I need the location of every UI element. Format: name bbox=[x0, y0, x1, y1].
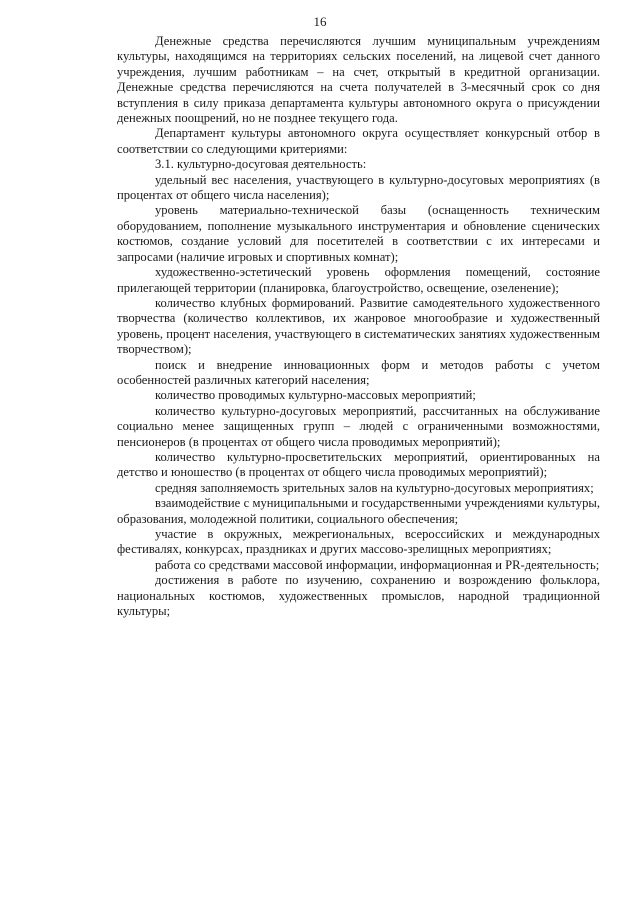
paragraph-payment-terms: Денежные средства перечисляются лучшим муниципальным учреждениям культуры, находящимся на территориях сельских поселений, на лицевой счет данного учреждения, лучшим работникам – на счет, открытый в кредитной организации. Денежные средства перечисляются на счета получателей в 3-месячный срок со дня вступления в силу приказа департамента культуры автономного округа о присуждении денежных поощрений, но не позднее текущего года. bbox=[117, 34, 600, 126]
criterion-vulnerable-groups-events: количество культурно-досуговых мероприятий, рассчитанных на обслуживание социально менее защищенных групп – людей с ограниченными возможностями, пенсионеров (в процентах от общего числа проводимых мероприятий); bbox=[117, 403, 600, 449]
criterion-festival-participation: участие в окружных, межрегиональных, всероссийских и международных фестивалях, конкурсах, праздниках и других массово-зрелищных мероприятиях; bbox=[117, 527, 600, 557]
page-number: 16 bbox=[313, 14, 327, 29]
document-body bbox=[117, 34, 600, 619]
criterion-media-work: работа со средствами массовой информации, информационная и PR-деятельность; bbox=[155, 557, 600, 572]
criterion-hall-occupancy: средняя заполняемость зрительных залов на культурно-досуговых мероприятиях; bbox=[155, 480, 594, 495]
criterion-youth-events: количество культурно-просветительских мероприятий, ориентированных на детство и юношество (в процентах от общего числа проводимых мероприятий); bbox=[117, 449, 600, 480]
section-heading-3-1: 3.1. культурно-досуговая деятельность: bbox=[155, 157, 367, 172]
criterion-participation-share: удельный вес населения, участвующего в культурно-досуговых мероприятиях (в процентах от общего числа населения); bbox=[117, 172, 600, 203]
criterion-mass-events-count: количество проводимых культурно-массовых мероприятий; bbox=[155, 388, 476, 403]
criterion-aesthetic-level: художественно-эстетический уровень оформления помещений, состояние прилегающей территории (планировка, благоустройство, освещение, озеленение); bbox=[117, 265, 600, 295]
criterion-folk-culture: достижения в работе по изучению, сохранению и возрождению фольклора, национальных костюмов, художественных промыслов, народной традиционной культуры; bbox=[117, 573, 600, 619]
criterion-club-formations: количество клубных формирований. Развитие самодеятельного художественного творчества (количество коллективов, их жанровое многообразие и художественный уровень, процент населения, участвующего в систематических занятиях художественным творчеством); bbox=[117, 295, 600, 357]
criterion-material-base: уровень материально-технической базы (оснащенность техническим оборудованием, пополнение музыкального инструментария и обновление сценических костюмов, создание условий для посетителей в соответствии с их интересами и запросами (наличие игровых и спортивных комнат); bbox=[117, 203, 600, 264]
criterion-institutional-cooperation: взаимодействие с муниципальными и государственными учреждениями культуры, образования, молодежной политики, социального обеспечения; bbox=[117, 496, 600, 526]
paragraph-selection-intro: Департамент культуры автономного округа осуществляет конкурсный отбор в соответствии со следующими критериями: bbox=[117, 126, 600, 156]
criterion-innovative-methods: поиск и внедрение инновационных форм и методов работы с учетом особенностей различных категорий населения; bbox=[117, 357, 600, 387]
